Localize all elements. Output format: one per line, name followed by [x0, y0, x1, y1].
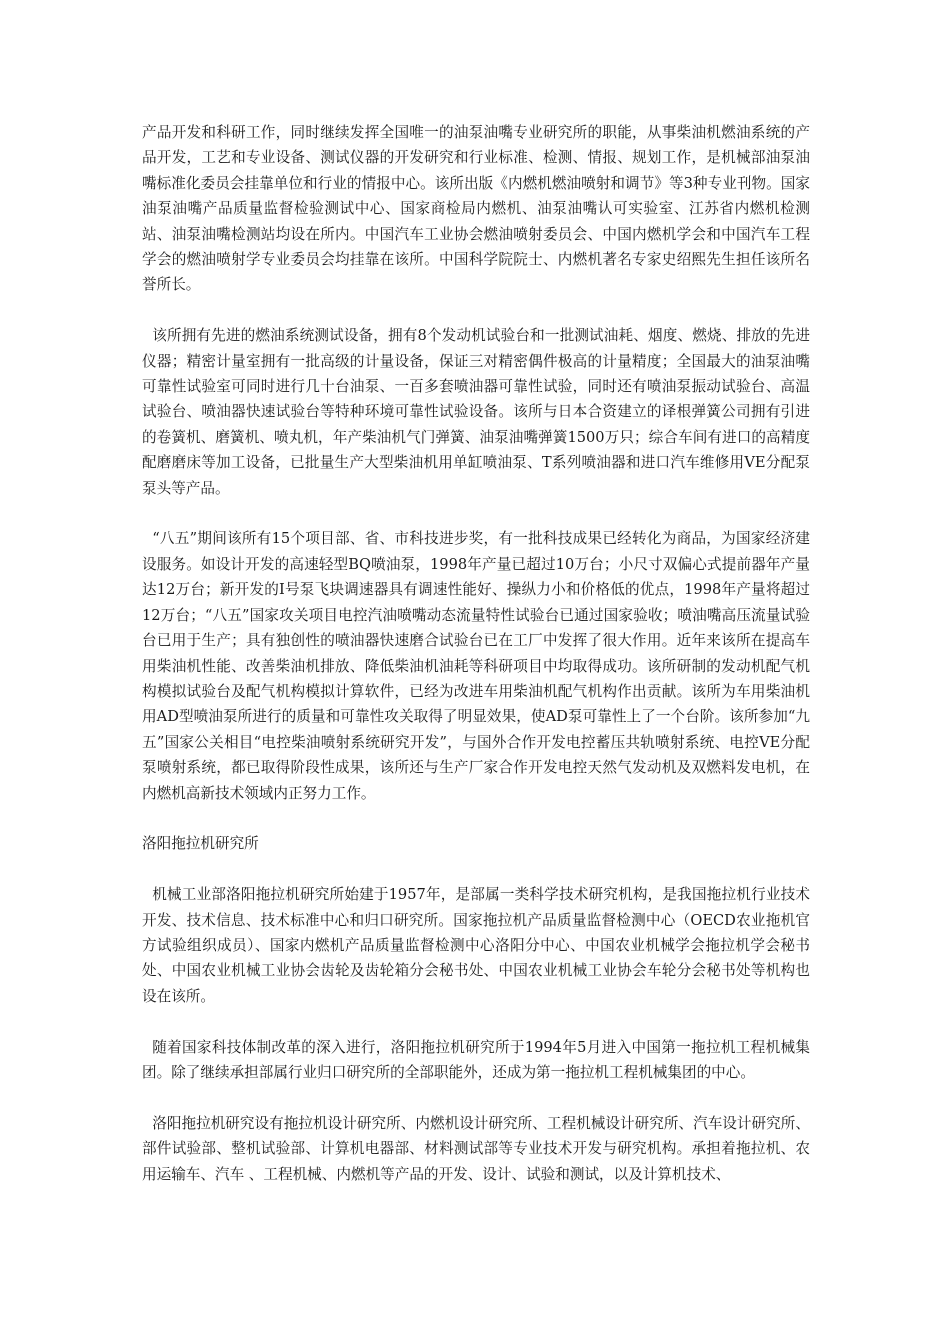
paragraph-fuel-institute-intro: 产品开发和科研工作，同时继续发挥全国唯一的油泵油嘴专业研究所的职能，从事柴油机燃油系统的产品开发，工艺和专业设备、测试仪器的开发研究和行业标准、检测、情报、规划工作，是机械部油泵油嘴标准化委员会挂靠单位和行业的情报中心。该所出版《内燃机燃油喷射和调节》等3种专业刊物。国家油泵油嘴产品质量监督检验测试中心、国家商检局内燃机、油泵油嘴认可实验室、江苏省内燃机检测站、油泵油嘴检测站均设在所内。中国汽车工业协会燃油喷射委员会、中国内燃机学会和中国汽车工程学会的燃油喷射学专业委员会均挂靠在该所。中国科学院院士、内燃机著名专家史绍熙先生担任该所名誉所长。 — [142, 124, 810, 294]
paragraph-fuel-institute-equipment: 该所拥有先进的燃油系统测试设备，拥有8个发动机试验台和一批测试油耗、烟度、燃烧、排放的先进仪器；精密计量室拥有一批高级的计量设备，保证三对精密偶件极高的计量精度；全国最大的油泵油嘴可靠性试验室可同时进行几十台油泵、一百多套喷油器可靠性试验，同时还有喷油泵振动试验台、高温试验台、喷油器快速试验台等特种环境可靠性试验设备。该所与日本合资建立的译根弹簧公司拥有引进的卷簧机、磨簧机、喷丸机，年产柴油机气门弹簧、油泵油嘴弹簧1500万只；综合车间有进口的高精度配磨磨床等加工设备，已批量生产大型柴油机用单缸喷油泵、T系列喷油器和进口汽车维修用VE分配泵泵头等产品。 — [142, 327, 810, 497]
paragraph-luoyang-founding: 机械工业部洛阳拖拉机研究所始建于1957年，是部属一类科学技术研究机构，是我国拖拉机行业技术开发、技术信息、技术标准中心和归口研究所。国家拖拉机产品质量监督检测中心（OECD农业拖机官方试验组织成员）、国家内燃机产品质量监督检测中心洛阳分中心、中国农业机械学会拖拉机学会秘书处、中国农业机械工业协会齿轮及齿轮箱分会秘书处、中国农业机械工业协会车轮分会秘书处等机构也设在该所。 — [142, 886, 810, 1005]
paragraph-luoyang-reform: 随着国家科技体制改革的深入进行，洛阳拖拉机研究所于1994年5月进入中国第一拖拉机工程机械集团。除了继续承担部属行业归口研究所的全部职能外，还成为第一拖拉机工程机械集团的中心。 — [142, 1038, 810, 1081]
document-page — [142, 120, 810, 1212]
section-heading-luoyang-tractor-institute: 洛阳拖拉机研究所 — [142, 835, 259, 853]
paragraph-fuel-institute-achievements: “八五”期间该所有15个项目部、省、市科技进步奖，有一批科技成果已经转化为商品，为国家经济建设服务。如设计开发的高速轻型BQ喷油泵，1998年产量已超过10万台；小尺寸双偏心式提前器年产量达12万台；新开发的Ⅰ号泵飞块调速器具有调速性能好、操纵力小和价格低的优点，1998年产量将超过12万台；“八五”国家攻关项目电控汽油喷嘴动态流量特性试验台已通过国家验收；喷油嘴高压流量试验台已用于生产；具有独创性的喷油器快速磨合试验台已在工厂中发挥了很大作用。近年来该所在提高车用柴油机性能、改善柴油机排放、降低柴油机油耗等科研项目中均取得成功。该所研制的发动机配气机构模拟试验台及配气机构模拟计算软件，已经为改进车用柴油机配气机构作出贡献。该所为车用柴油机用AD型喷油泵所进行的质量和可靠性攻关取得了明显效果，使AD泵可靠性上了一个台阶。该所参加“九五”国家公关相目“电控柴油喷射系统研究开发”，与国外合作开发电控蓄压共轨喷射系统、电控VE分配泵喷射系统，都已取得阶段性成果，该所还与生产厂家合作开发电控天然气发动机及双燃料发电机，在内燃机高新技术领域内正努力工作。 — [142, 530, 810, 802]
paragraph-luoyang-departments: 洛阳拖拉机研究设有拖拉机设计研究所、内燃机设计研究所、工程机械设计研究所、汽车设计研究所、部件试验部、整机试验部、计算机电器部、材料测试部等专业技术开发与研究机构。承担着拖拉机、农用运输车、汽车 、工程机械、内燃机等产品的开发、设计、试验和测试，以及计算机技术、 — [142, 1114, 810, 1183]
